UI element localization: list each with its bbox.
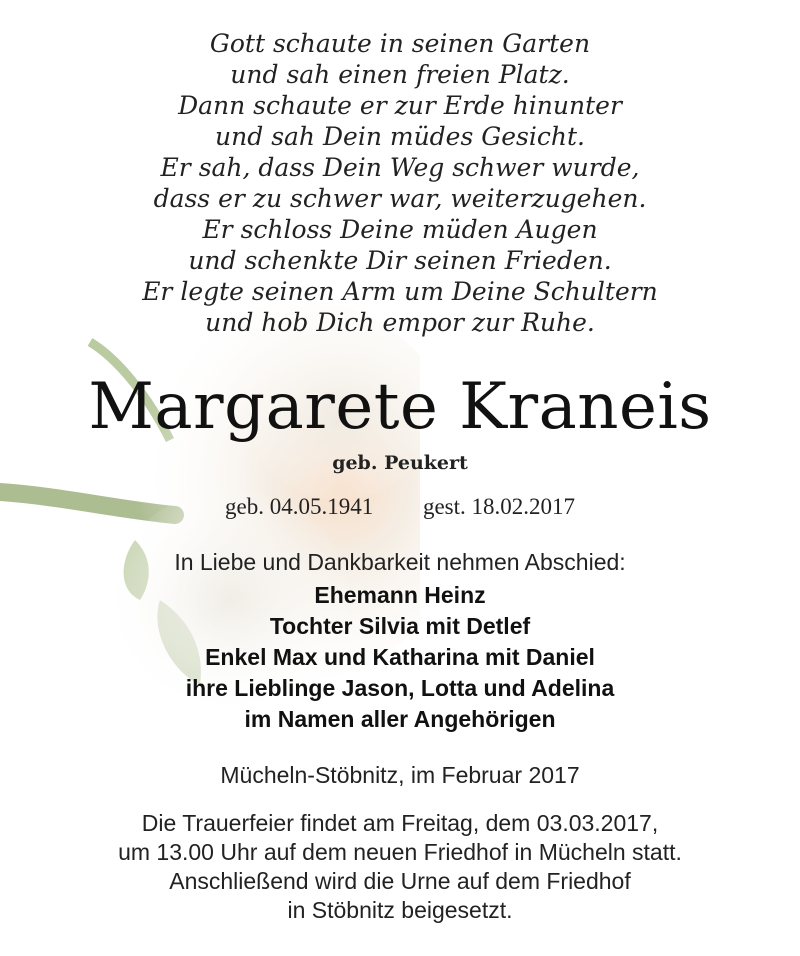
life-dates xyxy=(0,494,800,520)
poem-line: und sah einen freien Platz. xyxy=(230,60,570,89)
mourner: Enkel Max und Katharina mit Daniel xyxy=(205,644,595,670)
deceased-name: Margarete Kraneis xyxy=(88,370,712,444)
poem-line: und hob Dich empor zur Ruhe. xyxy=(205,308,595,337)
mourners-list xyxy=(0,580,800,735)
poem-line: dass er zu schwer war, weiterzugehen. xyxy=(153,184,647,213)
poem-line: und schenkte Dir seinen Frieden. xyxy=(188,246,612,275)
poem xyxy=(0,28,800,338)
poem-line: Gott schaute in seinen Garten xyxy=(209,29,591,58)
mourner: ihre Lieblinge Jason, Lotta und Adelina xyxy=(185,675,615,701)
death-date: gest. 18.02.2017 xyxy=(422,494,576,519)
poem-line: und sah Dein müdes Gesicht. xyxy=(215,122,585,151)
poem-line: Er schloss Deine müden Augen xyxy=(202,215,598,244)
mourner: im Namen aller Angehörigen xyxy=(244,706,556,732)
farewell-intro: In Liebe und Dankbarkeit nehmen Abschied: xyxy=(174,549,626,575)
poem-line: Dann schaute er zur Erde hinunter xyxy=(178,91,622,120)
service-line: in Stöbnitz beigesetzt. xyxy=(287,897,513,923)
poem-line: Er legte seinen Arm um Deine Schultern xyxy=(142,277,658,306)
birth-date: geb. 04.05.1941 xyxy=(224,494,374,519)
service-line: Die Trauerfeier findet am Freitag, dem 03.03.2017, xyxy=(141,810,659,836)
service-line: um 13.00 Uhr auf dem neuen Friedhof in Mücheln statt. xyxy=(118,839,682,865)
mourner: Ehemann Heinz xyxy=(314,582,486,608)
birth-name: geb. Peukert xyxy=(332,452,468,474)
mourner: Tochter Silvia mit Detlef xyxy=(269,613,531,639)
place-date: Mücheln-Stöbnitz, im Februar 2017 xyxy=(220,762,580,788)
service-info xyxy=(0,809,800,925)
service-line: Anschließend wird die Urne auf dem Friedhof xyxy=(169,868,631,894)
poem-line: Er sah, dass Dein Weg schwer wurde, xyxy=(160,153,640,182)
